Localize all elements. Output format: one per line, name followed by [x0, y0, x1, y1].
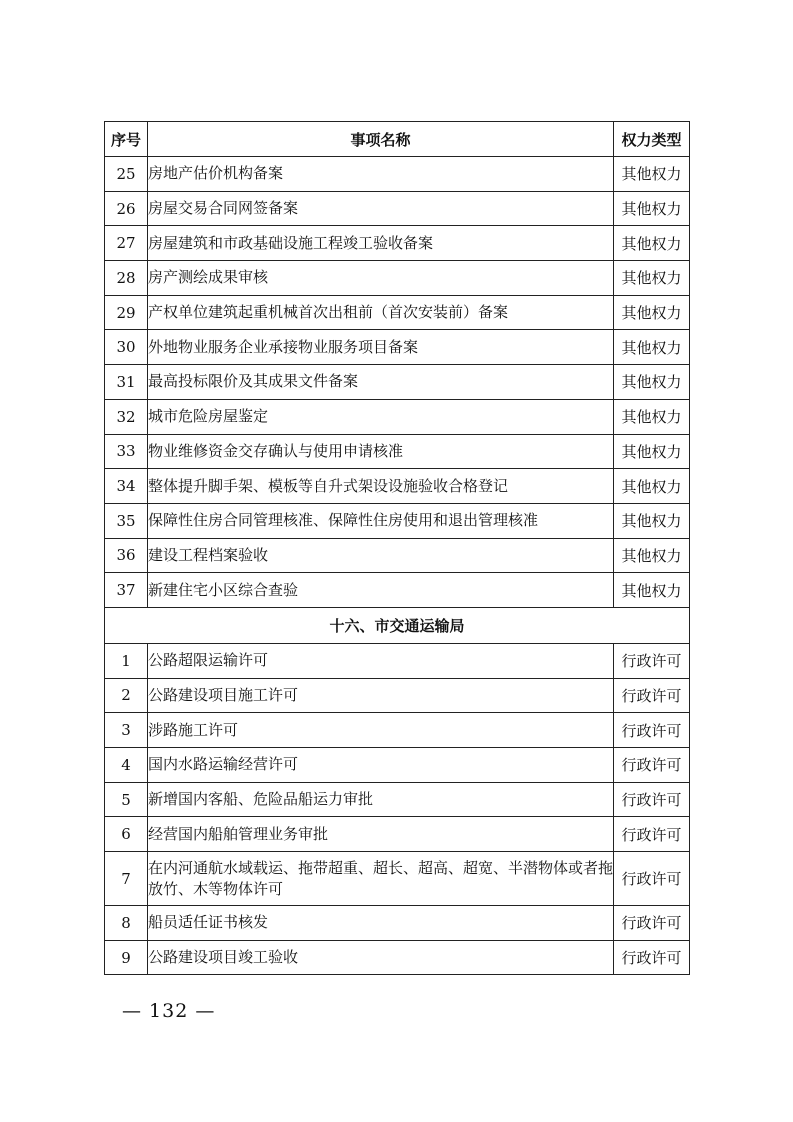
row-type: 其他权力 [614, 330, 690, 365]
row-type: 其他权力 [614, 365, 690, 400]
row-name: 公路建设项目竣工验收 [148, 940, 614, 975]
table-row [105, 678, 690, 713]
table-row [105, 157, 690, 192]
row-name: 涉路施工许可 [148, 713, 614, 748]
table-row [105, 503, 690, 538]
table-row [105, 817, 690, 852]
row-index: 3 [105, 713, 148, 748]
row-type: 其他权力 [614, 295, 690, 330]
table-row [105, 330, 690, 365]
table-row [105, 191, 690, 226]
table-row [105, 940, 690, 975]
row-type: 行政许可 [614, 817, 690, 852]
row-name: 房屋建筑和市政基础设施工程竣工验收备案 [148, 226, 614, 261]
row-index: 33 [105, 434, 148, 469]
row-index: 37 [105, 573, 148, 608]
table-row [105, 469, 690, 504]
row-index: 36 [105, 538, 148, 573]
row-type: 其他权力 [614, 157, 690, 192]
row-index: 34 [105, 469, 148, 504]
row-name: 整体提升脚手架、模板等自升式架设设施验收合格登记 [148, 469, 614, 504]
row-name: 房地产估价机构备案 [148, 157, 614, 192]
row-type: 其他权力 [614, 399, 690, 434]
table-row [105, 782, 690, 817]
row-type: 其他权力 [614, 538, 690, 573]
row-type: 行政许可 [614, 748, 690, 783]
row-name: 经营国内船舶管理业务审批 [148, 817, 614, 852]
row-index: 5 [105, 782, 148, 817]
row-name: 房屋交易合同网签备案 [148, 191, 614, 226]
row-index: 29 [105, 295, 148, 330]
section-header-row [105, 607, 690, 643]
header-name: 事项名称 [148, 122, 614, 157]
row-type: 其他权力 [614, 573, 690, 608]
row-type: 行政许可 [614, 940, 690, 975]
power-list-table [104, 121, 690, 975]
row-type: 行政许可 [614, 713, 690, 748]
table-row [105, 226, 690, 261]
row-index: 32 [105, 399, 148, 434]
row-index: 1 [105, 643, 148, 678]
row-index: 31 [105, 365, 148, 400]
row-index: 25 [105, 157, 148, 192]
table-row [105, 713, 690, 748]
header-type: 权力类型 [614, 122, 690, 157]
table-row [105, 365, 690, 400]
row-index: 27 [105, 226, 148, 261]
table-row [105, 295, 690, 330]
row-name: 在内河通航水域载运、拖带超重、超长、超高、超宽、半潜物体或者拖放竹、木等物体许可 [148, 852, 614, 906]
table-row [105, 748, 690, 783]
row-index: 7 [105, 852, 148, 906]
row-index: 28 [105, 261, 148, 296]
table-row [105, 538, 690, 573]
row-name: 物业维修资金交存确认与使用申请核准 [148, 434, 614, 469]
table-row [105, 906, 690, 941]
row-type: 其他权力 [614, 261, 690, 296]
row-name: 产权单位建筑起重机械首次出租前（首次安装前）备案 [148, 295, 614, 330]
row-name: 保障性住房合同管理核准、保障性住房使用和退出管理核准 [148, 503, 614, 538]
row-name: 房产测绘成果审核 [148, 261, 614, 296]
row-name: 公路超限运输许可 [148, 643, 614, 678]
row-name: 新增国内客船、危险品船运力审批 [148, 782, 614, 817]
table-row [105, 399, 690, 434]
table-header-row [105, 122, 690, 157]
row-name: 国内水路运输经营许可 [148, 748, 614, 783]
table-row [105, 852, 690, 906]
row-name: 城市危险房屋鉴定 [148, 399, 614, 434]
page-number: — 132 — [122, 1000, 216, 1022]
row-index: 4 [105, 748, 148, 783]
row-index: 6 [105, 817, 148, 852]
row-name: 最高投标限价及其成果文件备案 [148, 365, 614, 400]
row-type: 其他权力 [614, 434, 690, 469]
row-index: 8 [105, 906, 148, 941]
row-type: 其他权力 [614, 226, 690, 261]
row-index: 35 [105, 503, 148, 538]
row-name: 船员适任证书核发 [148, 906, 614, 941]
row-index: 30 [105, 330, 148, 365]
table-row [105, 643, 690, 678]
row-type: 其他权力 [614, 191, 690, 226]
row-index: 2 [105, 678, 148, 713]
table-row [105, 573, 690, 608]
row-type: 其他权力 [614, 469, 690, 504]
row-type: 行政许可 [614, 678, 690, 713]
row-name: 外地物业服务企业承接物业服务项目备案 [148, 330, 614, 365]
row-type: 行政许可 [614, 852, 690, 906]
row-type: 其他权力 [614, 503, 690, 538]
row-index: 9 [105, 940, 148, 975]
table-row [105, 434, 690, 469]
header-index: 序号 [105, 122, 148, 157]
row-name: 新建住宅小区综合查验 [148, 573, 614, 608]
row-type: 行政许可 [614, 782, 690, 817]
row-type: 行政许可 [614, 906, 690, 941]
row-index: 26 [105, 191, 148, 226]
row-name: 建设工程档案验收 [148, 538, 614, 573]
row-name: 公路建设项目施工许可 [148, 678, 614, 713]
row-type: 行政许可 [614, 643, 690, 678]
section-title: 十六、市交通运输局 [105, 607, 690, 643]
table-row [105, 261, 690, 296]
